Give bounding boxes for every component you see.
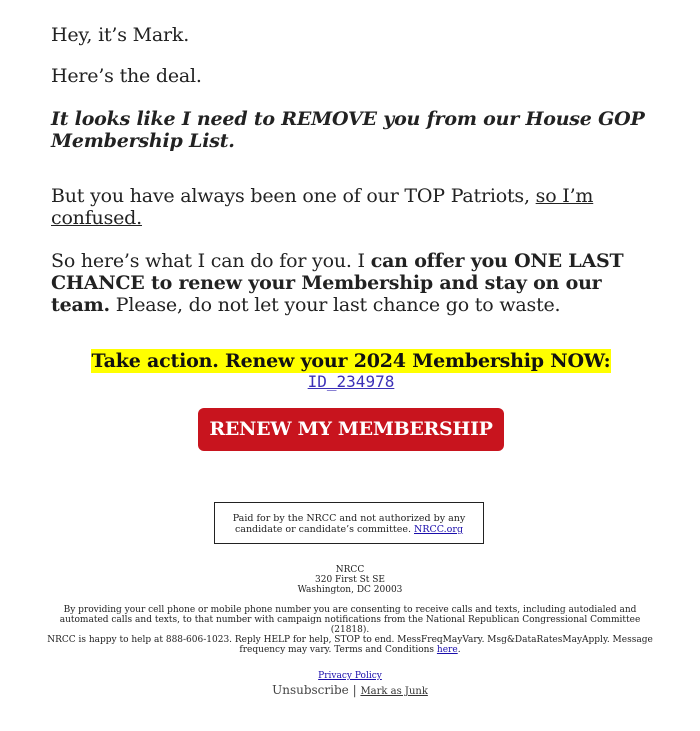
mailing-address [40, 565, 660, 595]
paid-for-disclaimer [214, 502, 484, 544]
org-name: NRCC [335, 565, 365, 575]
offer-tail: Please, do not let your last chance go to waste. [109, 294, 561, 316]
terms-link[interactable]: here [436, 645, 458, 655]
paid-for-text: Paid for by the NRCC and not authorized by any candidate or candidate’s committee. [232, 513, 466, 535]
privacy-policy-link[interactable]: Privacy Policy [318, 671, 382, 681]
help-text: NRCC is happy to help at 888-606-1023. Reply HELP for help, STOP to end. MessFreqMayVary. Msg&DataRatesMayApply. Message frequency may vary. Terms and Conditions [47, 635, 653, 655]
confused-text: so I’m confused. [51, 185, 594, 229]
cta-section [51, 349, 651, 451]
help-period: . [457, 645, 461, 655]
city-address: Washington, DC 20003 [297, 585, 403, 595]
offer-lead: So here’s what I can do for you. I [51, 250, 371, 272]
street-address: 320 First St SE [315, 575, 385, 585]
unsubscribe-line [40, 683, 660, 699]
patriot-paragraph [51, 185, 651, 229]
email-body [51, 24, 651, 451]
patriot-text: But you have always been one of our TOP Patriots, [51, 185, 536, 207]
sms-consent-text: By providing your cell phone or mobile phone number you are consenting to receive calls and texts, including autodialed and automated calls and texts, to that number with campaign notifications from the National Republican Congressional Committee (21818). [59, 605, 641, 635]
offer-bold: can offer you ONE LAST CHANCE to renew your Membership and stay on our team. [51, 250, 624, 316]
greeting: Hey, it’s Mark. [51, 24, 190, 46]
remove-notice: It looks like I need to REMOVE you from our House GOP Membership List. [51, 108, 645, 152]
offer-paragraph [51, 250, 651, 316]
footer-links [40, 671, 660, 699]
cta-headline: Take action. Renew your 2024 Membership NOW: [91, 350, 611, 372]
unsubscribe-link[interactable]: Unsubscribe [272, 683, 349, 697]
link-separator: | [348, 683, 361, 697]
member-id-link[interactable]: ID_234978 [307, 372, 395, 391]
renew-membership-button[interactable]: RENEW MY MEMBERSHIP [198, 408, 503, 451]
help-text-block [40, 635, 660, 655]
mark-as-junk-link[interactable]: Mark as Junk [360, 686, 428, 697]
nrcc-org-link[interactable]: NRCC.org [414, 524, 464, 535]
intro-line: Here’s the deal. [51, 65, 202, 87]
